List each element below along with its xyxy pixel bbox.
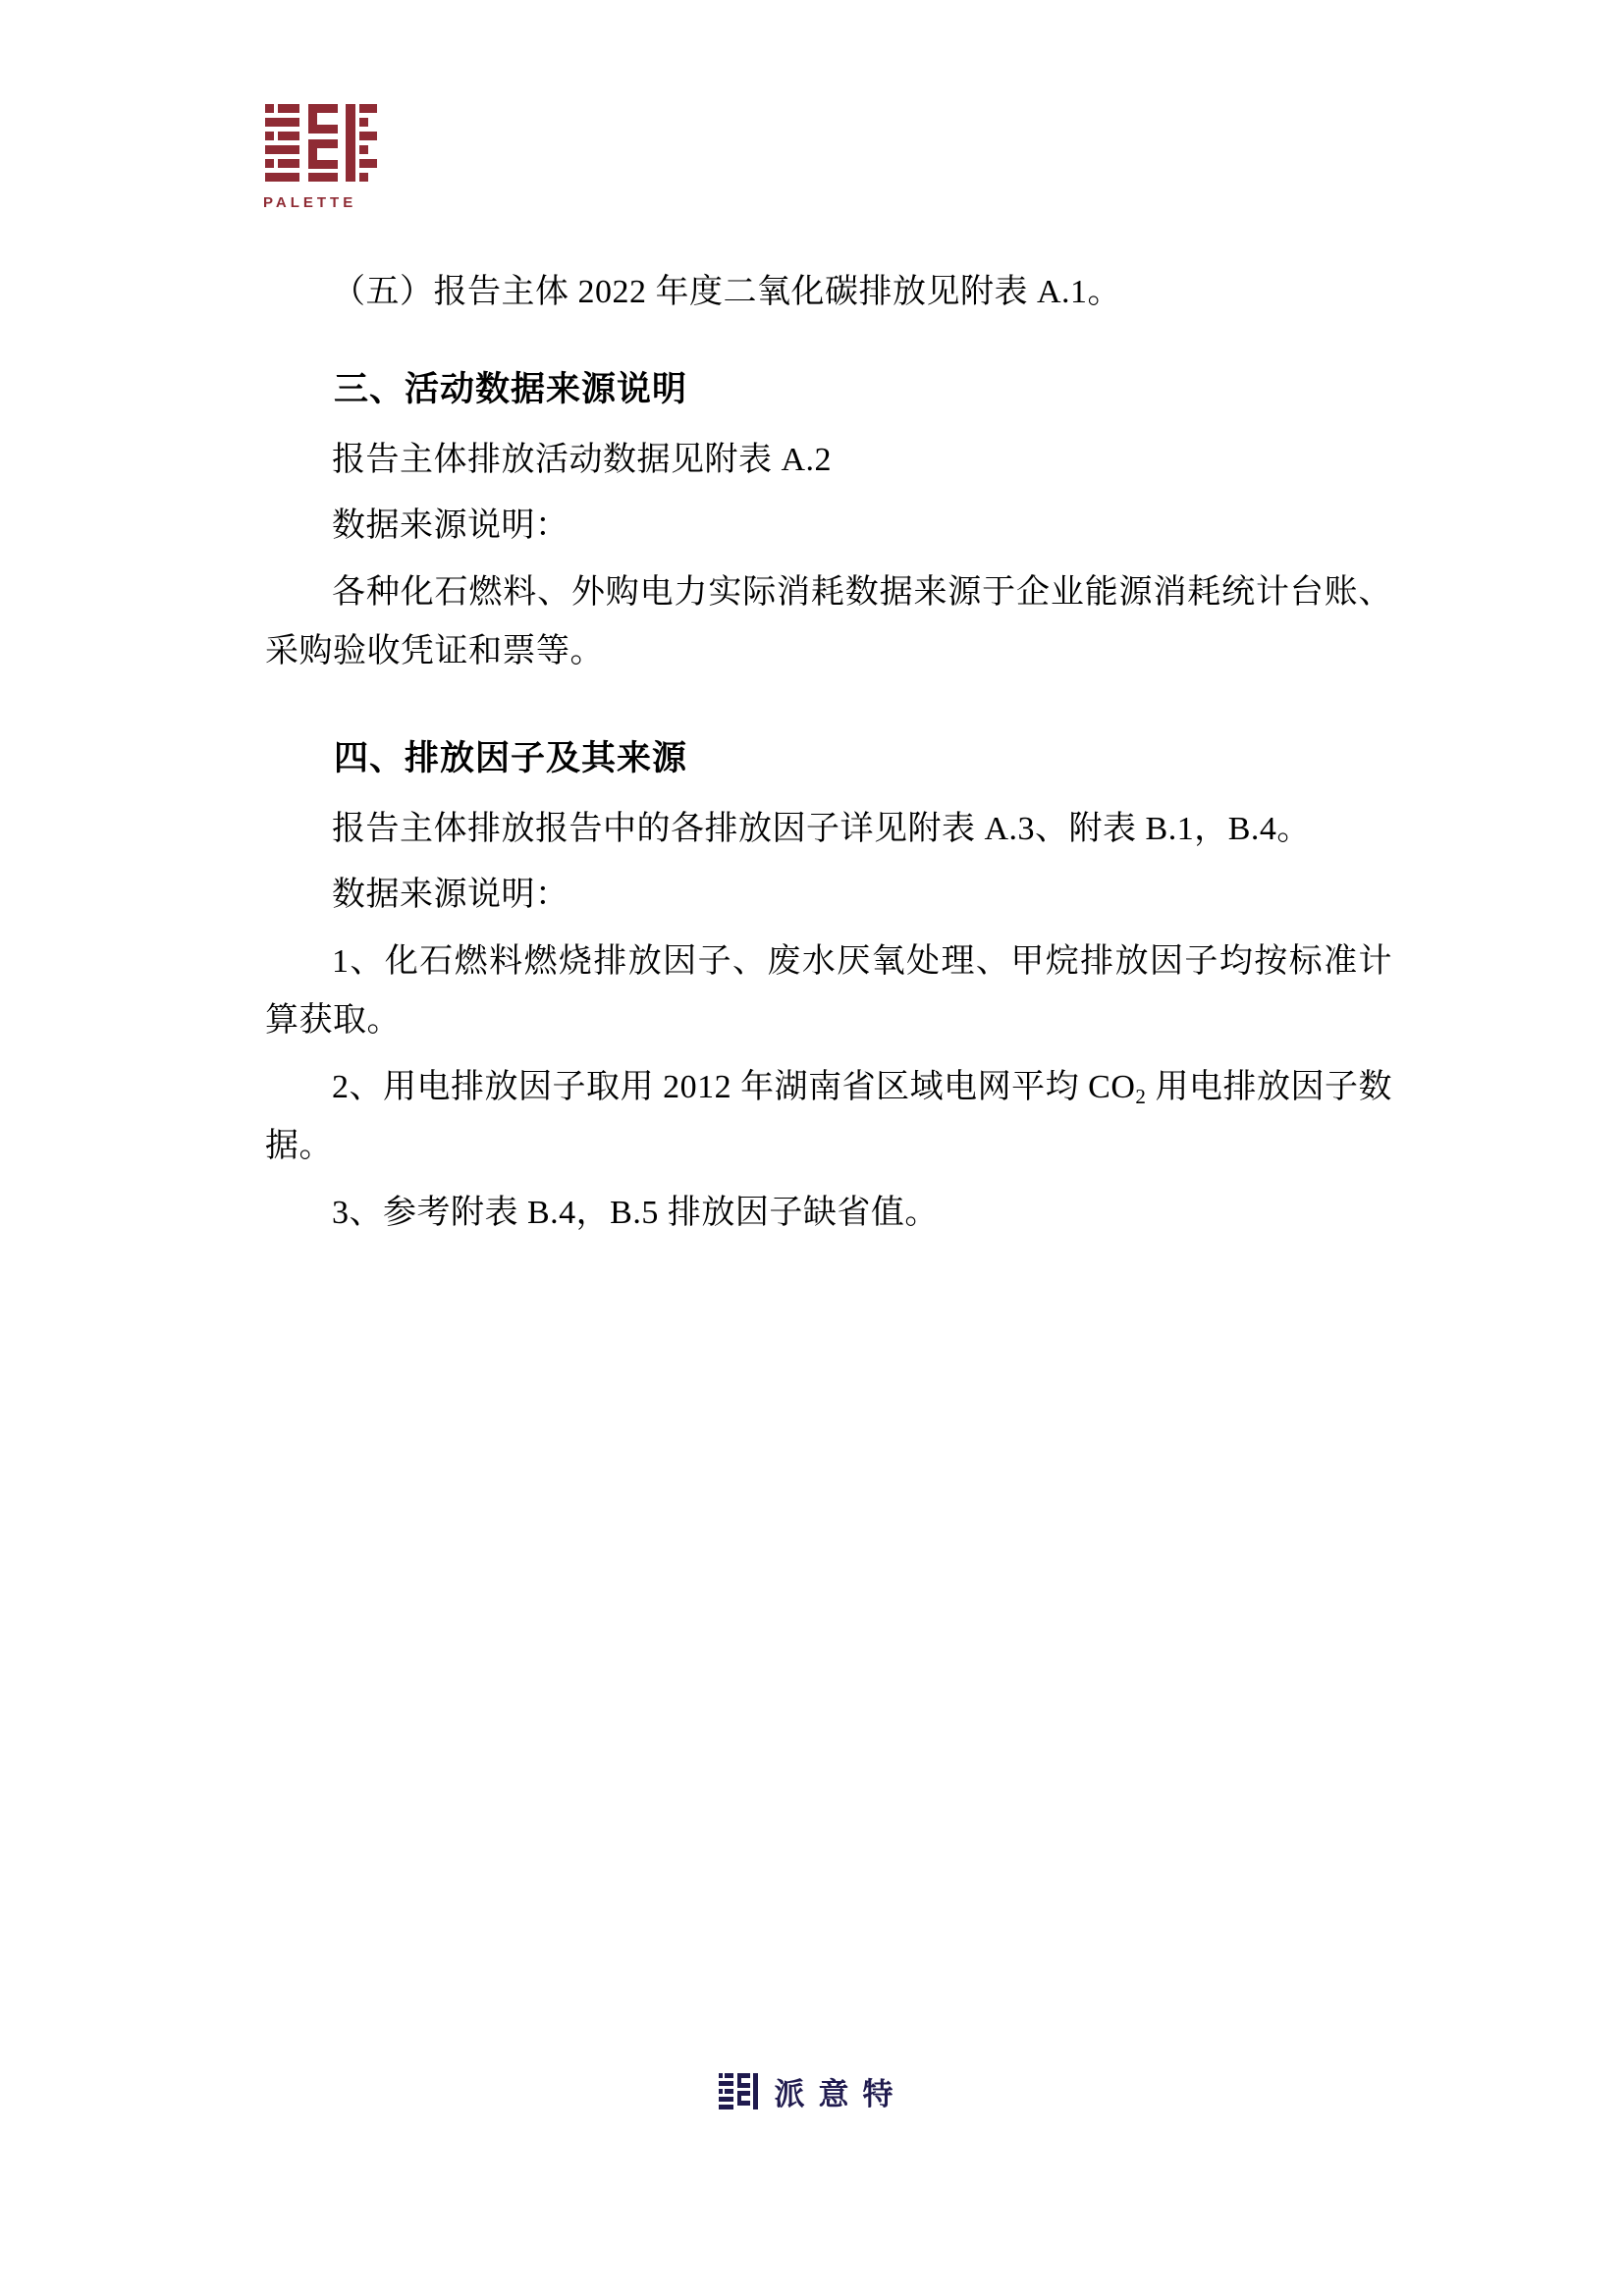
paragraph-item-2 bbox=[265, 1058, 1392, 1177]
palette-logo-icon bbox=[263, 98, 379, 188]
paragraph-data-source-label-1: 数据来源说明： bbox=[332, 507, 569, 545]
document-body bbox=[265, 263, 1392, 1250]
co2-subscript: 2 bbox=[1135, 1085, 1147, 1109]
header-logo bbox=[263, 98, 401, 226]
paragraph-activity-data-annex: 报告主体排放活动数据见附表 A.2 bbox=[332, 441, 833, 478]
palette-footer-mark-icon bbox=[718, 2070, 761, 2113]
logo-wordmark: PALETTE bbox=[263, 194, 357, 211]
paragraph-fuel-data-source: 各种化石燃料、外购电力实际消耗数据来源于企业能源消耗统计台账、采购验收凭证和票等。 bbox=[265, 573, 1392, 670]
paragraph-data-source-label-2: 数据来源说明： bbox=[332, 877, 569, 914]
page-footer bbox=[0, 2069, 1624, 2113]
paragraph-emission-factor-annex: 报告主体排放报告中的各排放因子详见附表 A.3、附表 B.1，B.4。 bbox=[332, 810, 1311, 847]
heading-section-three: 三、活动数据来源说明 bbox=[334, 369, 688, 409]
paragraph-annex-a1: （五）报告主体 2022 年度二氧化碳排放见附表 A.1。 bbox=[332, 274, 1122, 310]
paragraph-item-1: 1、化石燃料燃烧排放因子、废水厌氧处理、甲烷排放因子均按标准计算获取。 bbox=[265, 942, 1392, 1040]
heading-section-four: 四、排放因子及其来源 bbox=[334, 738, 688, 778]
spacer bbox=[265, 330, 1392, 338]
paragraph-item-3: 3、参考附表 B.4，B.5 排放因子缺省值。 bbox=[332, 1194, 939, 1231]
item-2-suffix: 用电排放因子数据。 bbox=[265, 1068, 1393, 1165]
footer-brand-text: 派意特 bbox=[774, 2077, 907, 2112]
item-2-prefix: 2、用电排放因子取用 2012 年湖南省区域电网平均 CO bbox=[332, 1068, 1136, 1105]
spacer bbox=[265, 689, 1392, 707]
